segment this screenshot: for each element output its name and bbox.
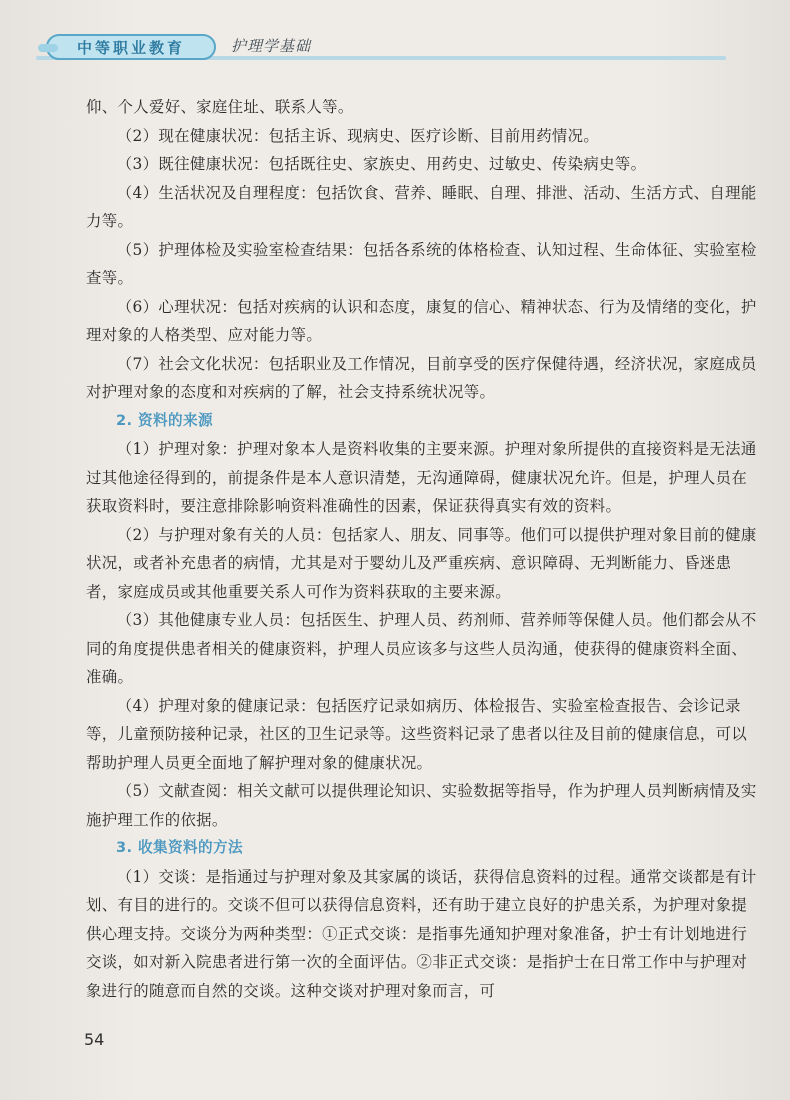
paragraph: （2）现在健康状况：包括主诉、现病史、医疗诊断、目前用药情况。 bbox=[116, 126, 600, 145]
paragraph: （3）其他健康专业人员：包括医生、护理人员、药剂师、营养师等保健人员。他们都会从不同的角度提供患者相关的健康资料，护理人员应该多与这些人员沟通，使获得的健康资料全面、准确。 bbox=[86, 611, 757, 686]
section-heading: 2. 资料的来源 bbox=[116, 411, 213, 429]
paragraph: （5）文献查阅：相关文献可以提供理论知识、实验数据等指导，作为护理人员判断病情及实施护理工作的依据。 bbox=[86, 782, 757, 829]
book-title: 护理学基础 bbox=[231, 37, 312, 55]
paragraph: （1）交谈：是指通过与护理对象及其家属的谈话，获得信息资料的过程。通常交谈都是有计划、有目的进行的。交谈不但可以获得信息资料，还有助于建立良好的护患关系，为护理对象提供心理支持。交谈分为两种类型：①正式交谈：是指事先通知护理对象准备，护士有计划地进行交谈，如对新入院患者进行第一次的全面评估。②非正式交谈：是指护士在日常工作中与护理对象进行的随意而自然的交谈。这种交谈对护理对象而言，可 bbox=[86, 867, 757, 1000]
paragraph: （3）既往健康状况：包括既往史、家族史、用药史、过敏史、传染病史等。 bbox=[116, 155, 647, 173]
page-body bbox=[86, 93, 761, 1005]
paragraph: （6）心理状况：包括对疾病的认识和态度，康复的信心、精神状态、行为及情绪的变化，护理对象的人格类型、应对能力等。 bbox=[86, 297, 757, 344]
paragraph: （2）与护理对象有关的人员：包括家人、朋友、同事等。他们可以提供护理对象目前的健康状况，或者补充患者的病情，尤其是对于婴幼儿及严重疾病、意识障碍、无判断能力、昏迷患者，家庭成员或其他重要关系人可作为资料获取的主要来源。 bbox=[86, 525, 757, 601]
series-badge: 中等职业教育 bbox=[46, 34, 216, 60]
paragraph: （4）护理对象的健康记录：包括医疗记录如病历、体检报告、实验室检查报告、会诊记录等，儿童预防接种记录，社区的卫生记录等。这些资料记录了患者以往及目前的健康信息，可以帮助护理人员更全面地了解护理对象的健康状况。 bbox=[86, 696, 748, 772]
page-number: 54 bbox=[84, 1030, 105, 1049]
running-header bbox=[36, 18, 726, 58]
paragraph: （5）护理体检及实验室检查结果：包括各系统的体格检查、认知过程、生命体征、实验室检查等。 bbox=[86, 240, 757, 287]
paragraph: （1）护理对象：护理对象本人是资料收集的主要来源。护理对象所提供的直接资料是无法通过其他途径得到的，前提条件是本人意识清楚，无沟通障碍，健康状况允许。但是，护理人员在获取资料时，要注意排除影响资料准确性的因素，保证获得真实有效的资料。 bbox=[86, 440, 757, 515]
section-heading: 3. 收集资料的方法 bbox=[116, 839, 243, 856]
paragraph: 仰、个人爱好、家庭住址、联系人等。 bbox=[86, 98, 354, 116]
paragraph: （7）社会文化状况：包括职业及工作情况，目前享受的医疗保健待遇，经济状况，家庭成员对护理对象的态度和对疾病的了解，社会支持系统状况等。 bbox=[86, 354, 757, 401]
paragraph: （4）生活状况及自理程度：包括饮食、营养、睡眠、自理、排泄、活动、生活方式、自理能力等。 bbox=[86, 183, 757, 230]
